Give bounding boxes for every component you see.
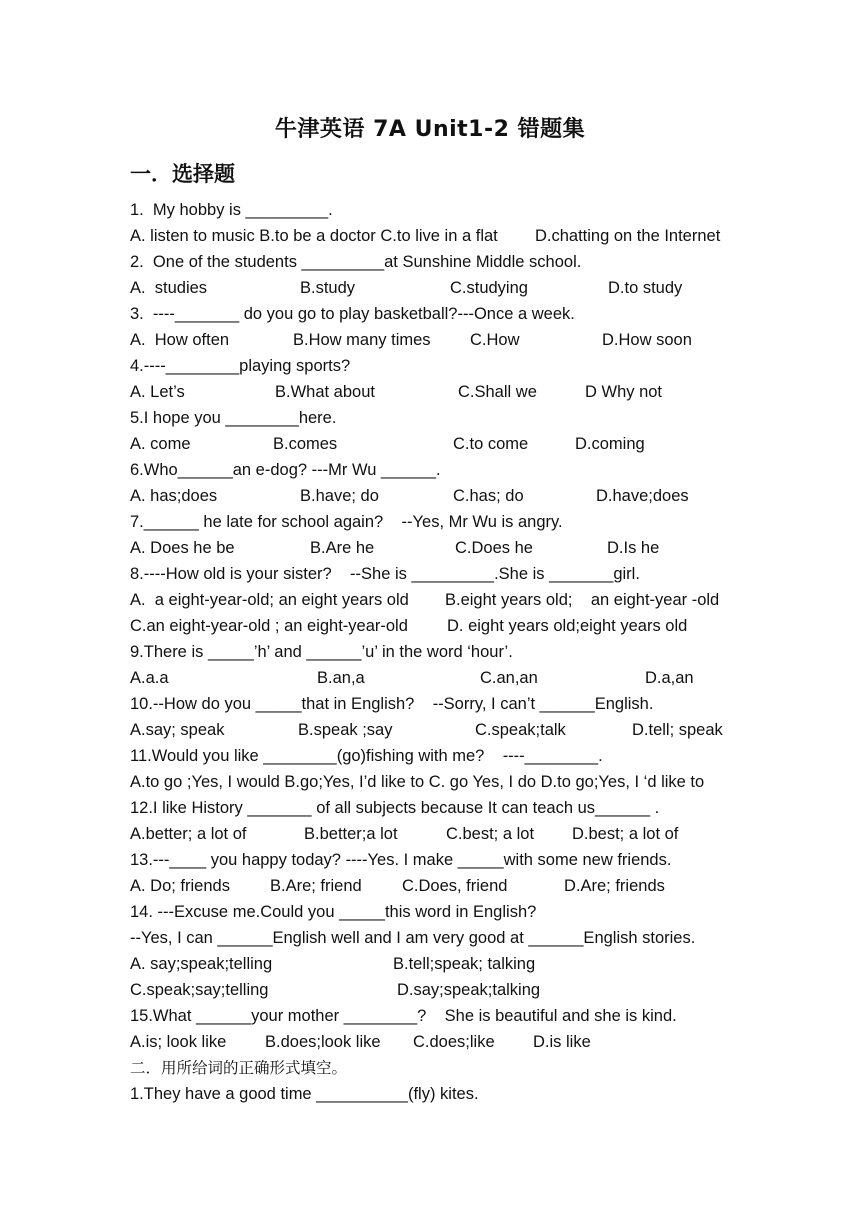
- answer-option: A. come: [130, 435, 191, 453]
- answer-option: C.speak;say;telling: [130, 981, 269, 999]
- answer-option: C.speak;talk: [475, 721, 566, 739]
- answer-option: D.chatting on the Internet: [535, 227, 721, 245]
- answer-option: B.How many times: [293, 331, 431, 349]
- answer-option: A. How often: [130, 331, 230, 349]
- answer-option: B.Are he: [310, 539, 375, 557]
- question-line: --Yes, I can ______English well and I am very good at ______English stories.: [130, 929, 696, 947]
- answer-option: A.say; speak: [130, 721, 225, 739]
- question-line: 13.---____ you happy today? ----Yes. I make _____with some new friends.: [130, 851, 672, 869]
- answer-option: A. Let’s: [130, 383, 185, 401]
- answer-options-row: [130, 275, 750, 301]
- answer-option: A. has;does: [130, 487, 218, 505]
- answer-options-row: [130, 821, 750, 847]
- question-line: 7.______ he late for school again? --Yes, Mr Wu is angry.: [130, 513, 563, 531]
- answer-option: C.studying: [450, 279, 528, 297]
- answer-option: C.Shall we: [458, 383, 537, 401]
- answer-option: D.say;speak;talking: [397, 981, 541, 999]
- answer-option: A. say;speak;telling: [130, 955, 273, 973]
- question-line: 10.--How do you _____that in English? --Sorry, I can’t ______English.: [130, 695, 654, 713]
- answer-option: C.has; do: [453, 487, 524, 505]
- answer-options-row: [130, 379, 750, 405]
- answer-option: A.a.a: [130, 669, 169, 687]
- answer-option: B.comes: [273, 435, 338, 453]
- answer-option: A. a eight-year-old; an eight years old: [130, 591, 409, 609]
- answer-option: B.tell;speak; talking: [393, 955, 536, 973]
- answer-option: B.an,a: [317, 669, 365, 687]
- question-line: 4.----________playing sports?: [130, 357, 351, 375]
- answer-option: B.study: [300, 279, 356, 297]
- answer-option: D.best; a lot of: [572, 825, 679, 843]
- answer-options-row: [130, 873, 750, 899]
- answer-option: A. Do; friends: [130, 877, 230, 895]
- answer-option: D.coming: [575, 435, 645, 453]
- document-title: 牛津英语 7A Unit1-2 错题集: [274, 117, 586, 142]
- answer-option: B.have; do: [300, 487, 379, 505]
- answer-options-row: [130, 951, 750, 977]
- section-heading-fill-in: 二．用所给词的正确形式填空。: [130, 1059, 348, 1077]
- answer-options-row: [130, 613, 750, 639]
- answer-option: C.an,an: [480, 669, 538, 687]
- answer-option: C.an eight-year-old ; an eight-year-old: [130, 617, 408, 635]
- answer-options-row: [130, 665, 750, 691]
- question-line: 15.What ______your mother ________? She is beautiful and she is kind.: [130, 1007, 677, 1025]
- answer-option: A.better; a lot of: [130, 825, 247, 843]
- question-line: 6.Who______an e-dog? ---Mr Wu ______.: [130, 461, 441, 479]
- answer-options-row: [130, 587, 750, 613]
- answer-option: A. Does he be: [130, 539, 235, 557]
- question-line: 11.Would you like ________(go)fishing with me? ----________.: [130, 747, 603, 765]
- answer-option: C.Does, friend: [402, 877, 508, 895]
- answer-option: D.Are; friends: [564, 877, 665, 895]
- answer-option: A.is; look like: [130, 1033, 227, 1051]
- answer-options-row: [130, 977, 750, 1003]
- question-line: 3. ----_______ do you go to play basketball?---Once a week.: [130, 305, 575, 323]
- answer-option: C.How: [470, 331, 520, 349]
- question-list: [130, 197, 750, 1107]
- answer-option: A. listen to music B.to be a doctor C.to live in a flat: [130, 227, 498, 245]
- answer-option: B.Are; friend: [270, 877, 362, 895]
- question-line: 14. ---Excuse me.Could you _____this word in English?: [130, 903, 537, 921]
- question-line: A.to go ;Yes, I would B.go;Yes, I’d like to C. go Yes, I do D.to go;Yes, I ‘d like to: [130, 773, 705, 791]
- answer-option: C.does;like: [413, 1033, 495, 1051]
- answer-options-row: [130, 483, 750, 509]
- answer-option: B.does;look like: [265, 1033, 381, 1051]
- answer-option: D.to study: [608, 279, 683, 297]
- answer-option: D.tell; speak: [632, 721, 723, 739]
- section-heading-choice: 一．选择题: [130, 162, 235, 186]
- answer-option: D.a,an: [645, 669, 694, 687]
- answer-options-row: [130, 223, 750, 249]
- answer-options-row: [130, 327, 750, 353]
- answer-options-row: [130, 431, 750, 457]
- question-line: 5.I hope you ________here.: [130, 409, 337, 427]
- answer-option: B.speak ;say: [298, 721, 393, 739]
- answer-option: D.is like: [533, 1033, 591, 1051]
- answer-option: B.eight years old; an eight-year -old: [445, 591, 720, 609]
- answer-option: D.have;does: [596, 487, 689, 505]
- answer-option: B.better;a lot: [304, 825, 398, 843]
- answer-option: D.Is he: [607, 539, 660, 557]
- question-line: 1.They have a good time __________(fly) kites.: [130, 1085, 479, 1103]
- question-line: 12.I like History _______ of all subjects because It can teach us______ .: [130, 799, 660, 817]
- answer-option: D.How soon: [602, 331, 692, 349]
- answer-option: C.Does he: [455, 539, 533, 557]
- question-line: 8.----How old is your sister? --She is _________.She is _______girl.: [130, 565, 640, 583]
- answer-option: D Why not: [585, 383, 663, 401]
- answer-option: B.What about: [275, 383, 375, 401]
- answer-option: C.best; a lot: [446, 825, 535, 843]
- answer-option: A. studies: [130, 279, 208, 297]
- answer-options-row: [130, 535, 750, 561]
- question-line: 9.There is _____’h’ and ______’u’ in the word ‘hour’.: [130, 643, 513, 661]
- answer-option: C.to come: [453, 435, 529, 453]
- answer-option: D. eight years old;eight years old: [447, 617, 688, 635]
- answer-options-row: [130, 1029, 750, 1055]
- answer-options-row: [130, 717, 750, 743]
- question-line: 1. My hobby is _________.: [130, 201, 333, 219]
- question-line: 2. One of the students _________at Sunshine Middle school.: [130, 253, 582, 271]
